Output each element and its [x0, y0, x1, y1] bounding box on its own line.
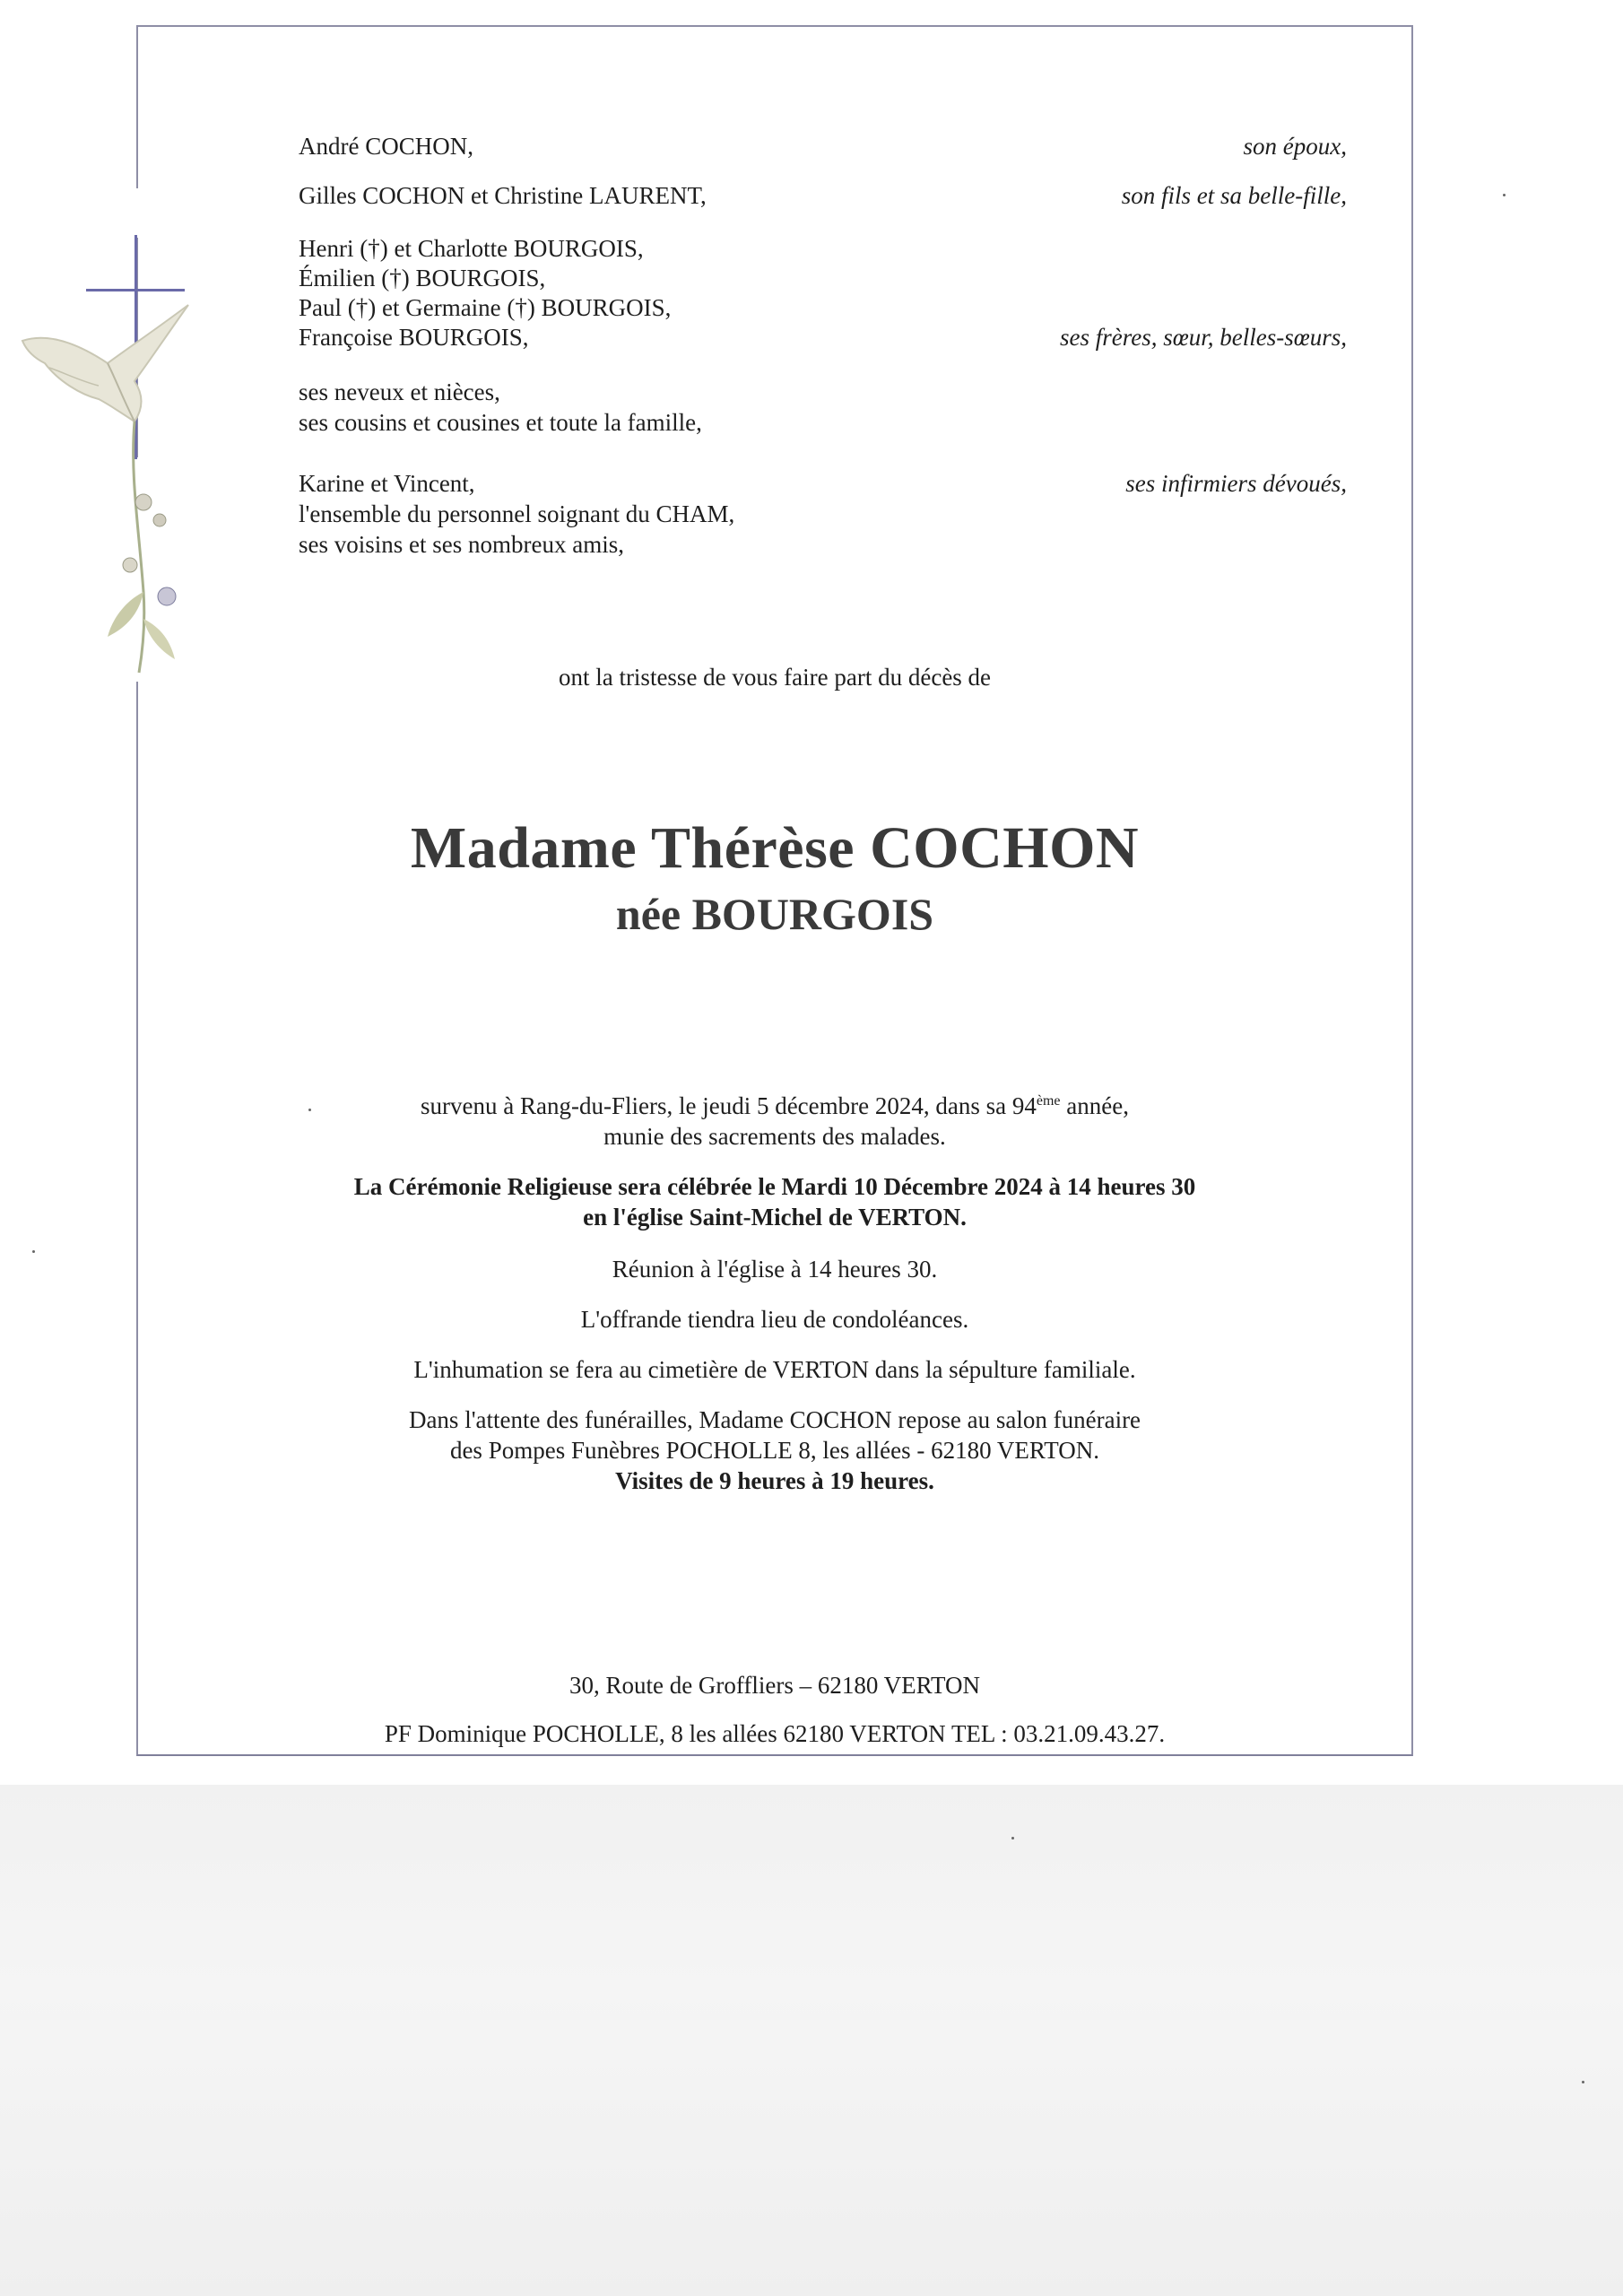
death-details-text: survenu à Rang-du-Fliers, le jeudi 5 décembre 2024, dans sa 94 — [421, 1092, 1037, 1119]
ordinal-suffix: ème — [1036, 1093, 1061, 1109]
scan-speck — [308, 1109, 311, 1111]
carer-name: ses voisins et ses nombreux amis, — [299, 531, 624, 558]
family-name-husband: André COCHON, — [299, 133, 473, 160]
footer-address: 30, Route de Groffliers – 62180 VERTON — [568, 1672, 981, 1699]
extended-family-line: ses neveux et nièces, — [299, 378, 500, 405]
sibling-name: Émilien (†) BOURGOIS, — [299, 265, 546, 291]
deceased-name: Madame Thérèse COCHON — [410, 815, 1140, 881]
visits-line: Visites de 9 heures à 19 heures. — [615, 1467, 934, 1494]
scan-background — [0, 1785, 1623, 2296]
siblings-relation: ses frères, sœur, belles-sœurs, — [1059, 324, 1347, 351]
footer-funeral-home: PF Dominique POCHOLLE, 8 les allées 62180 VERTON TEL : 03.21.09.43.27. — [384, 1720, 1166, 1747]
frame-gap — [133, 188, 142, 238]
meeting-line: Réunion à l'église à 14 heures 30. — [612, 1256, 938, 1283]
sibling-name: Paul (†) et Germaine (†) BOURGOIS, — [299, 294, 672, 321]
death-details-line2: munie des sacrements des malades. — [603, 1123, 946, 1150]
death-details-text: année, — [1060, 1092, 1129, 1119]
offering-line: L'offrande tiendra lieu de condoléances. — [580, 1306, 969, 1333]
announcement: ont la tristesse de vous faire part du décès de — [558, 664, 992, 691]
ceremony-line: La Cérémonie Religieuse sera célébrée le Mardi 10 Décembre 2024 à 14 heures 30 — [353, 1173, 1196, 1200]
sibling-name: Henri (†) et Charlotte BOURGOIS, — [299, 235, 644, 262]
extended-family-line: ses cousins et cousines et toute la famille, — [299, 409, 702, 436]
ceremony-line: en l'église Saint-Michel de VERTON. — [583, 1204, 967, 1231]
carer-name: Karine et Vincent, — [299, 470, 475, 497]
dove-flower-icon — [9, 296, 197, 682]
viewing-line: des Pompes Funèbres POCHOLLE 8, les allées - 62180 VERTON. — [449, 1437, 1100, 1464]
deceased-maiden-name: née BOURGOIS — [615, 889, 934, 939]
scan-speck — [1503, 194, 1506, 196]
family-name-son: Gilles COCHON et Christine LAURENT, — [299, 182, 707, 209]
viewing-line: Dans l'attente des funérailles, Madame COCHON repose au salon funéraire — [408, 1406, 1141, 1433]
family-relation-son: son fils et sa belle-fille, — [1121, 182, 1347, 209]
cross-horizontal — [86, 289, 185, 291]
family-relation-husband: son époux, — [1243, 133, 1347, 160]
carer-name: l'ensemble du personnel soignant du CHAM, — [299, 500, 735, 527]
scan-speck — [1582, 2081, 1584, 2083]
scan-speck — [1011, 1837, 1014, 1839]
death-details-line1 — [136, 1091, 1413, 1121]
scan-speck — [32, 1250, 35, 1253]
sibling-name: Françoise BOURGOIS, — [299, 324, 529, 351]
burial-line: L'inhumation se fera au cimetière de VERTON dans la sépulture familiale. — [413, 1356, 1136, 1383]
carers-relation: ses infirmiers dévoués, — [1125, 470, 1347, 497]
